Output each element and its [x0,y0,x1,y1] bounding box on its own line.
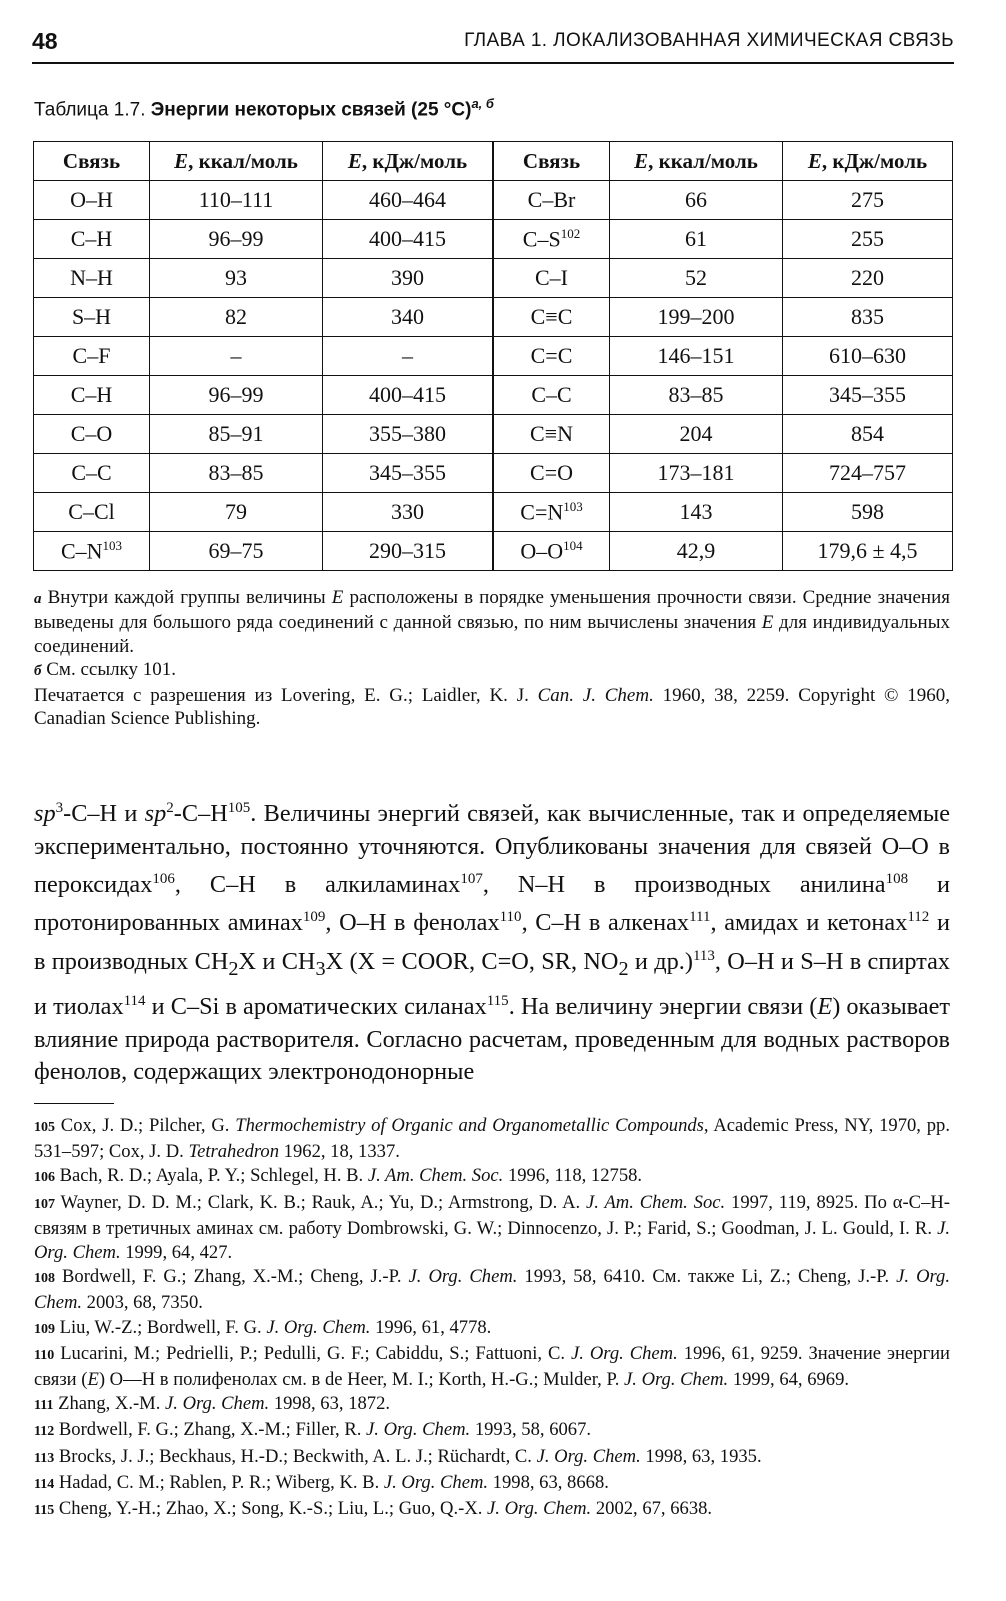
bond-cell [34,493,150,532]
kcal-cell: 204 [610,415,783,454]
kcal-cell: 96–99 [150,376,323,415]
text: 1998, 63, 1935. [640,1445,762,1467]
text: . Величины энергий связей, как вычисленные, так и определяемые экспериментально, постоянно уточняются. Опубликованы значения для связей O–O в пероксидах [34,800,950,898]
table-row [494,298,953,337]
energy-symbol: E [761,612,774,634]
footnote-113 [34,1445,950,1471]
bond-ref-number: 102 [560,225,581,241]
bond-label: C–I [535,265,568,290]
text: Wayner, D. D. M.; Clark, K. B.; Rauk, A.; Yu, D.; Armstrong, D. A. [55,1191,587,1213]
ref-marker: 114 [123,993,146,1010]
body-paragraph [34,792,950,1089]
kcal-cell: 110–111 [150,181,323,220]
bond-cell [494,532,610,571]
kj-cell: 460–464 [323,181,493,220]
kj-cell: 220 [783,259,953,298]
ref-marker: 106 [152,870,175,887]
footnote-number: 114 [34,1476,55,1492]
table-row [34,298,493,337]
col-header-kcal [150,142,323,181]
running-header [32,26,954,64]
subscript: 3 [315,957,326,980]
book-title: Thermochemistry of Organic and Organometallic Compounds [235,1115,704,1136]
bond-cell [494,337,610,376]
text: Zhang, X.-M. [53,1393,166,1415]
table-row [34,454,493,493]
bond-cell [494,259,610,298]
text: 1999, 64, 427. [120,1242,233,1264]
text: , O–H в фенолах [325,909,500,937]
table-row [494,493,953,532]
bond-cell [34,415,150,454]
bond-cell [34,337,150,376]
table-header-row [494,142,953,181]
kj-cell: 255 [783,220,953,259]
kcal-cell: 173–181 [610,454,783,493]
kj-cell: 400–415 [323,376,493,415]
text: -C–H и [63,800,145,828]
table-notes [34,586,950,730]
superscript: 2 [166,800,174,816]
bond-cell [494,376,610,415]
kj-cell: 340 [323,298,493,337]
note-text: См. ссылку 101. [41,659,177,681]
kcal-cell: 96–99 [150,220,323,259]
note-b [34,658,950,683]
footnote-number: 110 [34,1347,55,1363]
kj-cell: – [323,337,493,376]
energy-symbol: E [817,993,833,1021]
bond-cell [494,415,610,454]
journal-name: J. Am. Chem. Soc. [586,1191,726,1213]
ref-marker: 115 [486,993,509,1010]
kcal-unit: , ккал/моль [188,148,298,173]
journal-name: J. Org. Chem. [266,1316,371,1338]
col-header-kj [323,142,493,181]
journal-name: J. Org. Chem. [487,1498,592,1520]
text: , N–H в производных анилина [482,871,886,898]
bond-cell [34,220,150,259]
bond-cell [494,454,610,493]
text: X и CH [238,948,316,975]
journal-name: Can. J. Chem. [537,684,654,706]
bond-label: C–C [531,382,572,407]
journal-name: J. Org. Chem. [408,1266,518,1288]
col-header-kj [783,142,953,181]
kcal-cell: 93 [150,259,323,298]
bond-ref-number: 103 [563,498,583,514]
footnote-111 [34,1392,950,1418]
bond-label: C–N [60,538,103,564]
bond-label: C–C [71,460,112,485]
text: 1998, 63, 8668. [488,1471,609,1493]
table-row [494,376,953,415]
subscript: 2 [618,957,629,980]
text: 1997, 119, 8925. По α-C–H-связям в третичных аминах см. работу Dombrowski, G. W.; Dinnocenzo, J. P.; Farid, S.; Goodman, J. L. Gould, I. R. [34,1191,951,1239]
table-row [34,532,493,571]
text: Bach, R. D.; Ayala, P. Y.; Schlegel, H. B. [55,1165,368,1187]
footnote-number: 109 [34,1321,55,1337]
table-row [494,181,953,220]
footnote-107 [34,1191,950,1266]
text: Lucarini, M.; Pedrielli, P.; Pedulli, G. F.; Cabiddu, S.; Fattuoni, C. [54,1342,571,1364]
hybrid-label: sp [144,800,167,828]
kj-cell: 290–315 [323,532,493,571]
table-row [494,454,953,493]
text: Bordwell, F. G.; Zhang, X.-M.; Filler, R. [54,1419,367,1441]
table-row [34,415,493,454]
text: ) оказывает влияние природа растворителя. Согласно расчетам, проведенным для водных растворов фенолов, содержащих электронодонорные [34,993,951,1086]
text: . На величину энергии связи ( [508,993,818,1021]
energy-symbol: E [331,587,344,608]
bond-label: C=O [530,460,573,485]
bond-label: C≡C [530,304,573,329]
kcal-cell: 199–200 [610,298,783,337]
bond-label: C=N [520,499,564,525]
text: 1993, 58, 6067. [470,1419,592,1441]
kj-unit: , кДж/моль [821,148,928,173]
footnote-number: 106 [34,1170,55,1186]
text: и в производных CH [34,909,950,975]
table-row [494,415,953,454]
note-a-mark: а [34,591,42,607]
bond-cell [34,181,150,220]
bond-label: C–H [70,226,113,251]
bond-cell [34,454,150,493]
kcal-cell: – [150,337,323,376]
footnote-114 [34,1471,950,1497]
kcal-cell: 83–85 [150,454,323,493]
text: 1996, 118, 12758. [503,1165,643,1187]
bond-ref-number: 104 [563,537,583,553]
footnote-number: 115 [34,1503,55,1519]
footnote-112 [34,1418,950,1444]
energy-symbol: E [634,148,649,173]
text: -C–H [173,800,228,828]
footnote-number: 113 [34,1450,55,1466]
bond-label: O–H [70,187,113,212]
text: , Academic Press, NY, 1970, pp. 531–597; Cox, J. D. [34,1115,951,1163]
bond-cell [34,298,150,337]
kcal-cell: 83–85 [610,376,783,415]
kcal-unit: , ккал/моль [648,148,758,173]
bond-label: C–O [70,421,113,446]
ref-marker: 110 [499,909,522,926]
journal-name: J. Org. Chem. [383,1471,489,1493]
journal-name: J. Org. Chem. [34,1217,950,1264]
journal-name: J. Org. Chem. [165,1393,270,1415]
ref-marker: 111 [689,909,711,926]
table-row [34,181,493,220]
bond-label: C–Br [527,187,576,212]
kj-cell: 330 [323,493,493,532]
kcal-cell: 79 [150,493,323,532]
superscript: 3 [55,800,64,816]
text: и др.) [628,948,693,975]
kj-cell: 179,6 ± 4,5 [783,532,953,571]
bond-cell [494,220,610,259]
bond-label: C–Cl [68,499,115,524]
body-text [34,792,950,1089]
kj-cell: 854 [783,415,953,454]
journal-name: J. Org. Chem. [624,1369,729,1391]
bond-cell [494,298,610,337]
table-caption [34,96,494,121]
ref-marker: 113 [692,947,715,964]
footnote-number: 107 [34,1196,55,1212]
journal-name: J. Am. Chem. Soc. [367,1165,504,1187]
text: Cox, J. D.; Pilcher, G. [55,1115,236,1136]
bond-cell [34,376,150,415]
kj-cell: 355–380 [323,415,493,454]
page-number: 48 [32,28,58,54]
table-row [494,220,953,259]
table-row [494,532,953,571]
footnote-number: 112 [34,1424,55,1440]
footnote-number: 105 [34,1120,55,1135]
text: X (X = COOR, C=O, SR, NO [325,948,619,975]
kcal-cell: 66 [610,181,783,220]
bond-label: C–F [72,343,111,368]
energy-symbol: E [347,148,362,173]
footnote-108 [34,1265,950,1315]
footnote-number: 108 [34,1271,55,1287]
table-row [494,337,953,376]
kj-cell: 835 [783,298,953,337]
text: Cheng, Y.-H.; Zhao, X.; Song, K.-S.; Liu, L.; Guo, Q.-X. [54,1498,488,1520]
hybrid-label: sp [34,800,56,828]
bond-energy-table-left [33,141,493,571]
text: 2002, 67, 6638. [591,1498,713,1520]
table-caption-marks: а, б [471,96,494,111]
text: Hadad, C. M.; Rablen, P. R.; Wiberg, K. B. [54,1471,384,1493]
kcal-cell: 42,9 [610,532,783,571]
kcal-cell: 143 [610,493,783,532]
text: 2003, 68, 7350. [82,1292,203,1314]
note-text: для индивидуальных соединений. [34,612,950,657]
ref-marker: 109 [302,909,326,926]
text: 1996, 61, 9259. Значение энергии связи ( [34,1342,950,1391]
col-header-kcal [610,142,783,181]
kj-cell: 610–630 [783,337,953,376]
text: , O–H и S–H в спиртах и тиолах [34,948,951,1021]
table-row [494,259,953,298]
table-header-row [34,142,493,181]
bond-label: C–S [522,226,561,252]
note-text: 1960, 38, 2259. Copyright © 1960, Canadian Science Publishing. [34,684,950,730]
kcal-cell: 52 [610,259,783,298]
kcal-cell: 85–91 [150,415,323,454]
ref-marker: 107 [460,870,483,887]
bond-label: S–H [71,304,112,329]
ref-marker: 108 [885,870,909,887]
table-row [34,259,493,298]
text: и C–Si в ароматических силанах [145,993,487,1021]
bond-label: N–H [70,265,113,290]
bond-energy-table-right [493,141,953,571]
text: , C–H в алкенах [521,909,690,937]
journal-name: J. Org. Chem. [34,1266,950,1314]
text: Brocks, J. J.; Beckhaus, H.-D.; Beckwith, A. L. J.; Rüchardt, C. [54,1445,537,1467]
kcal-cell: 146–151 [610,337,783,376]
journal-name: J. Org. Chem. [536,1445,641,1467]
footnote-110 [34,1342,950,1392]
kcal-cell: 61 [610,220,783,259]
footnote-109 [34,1316,950,1342]
footnote-115 [34,1497,950,1523]
table-caption-title: Энергии некоторых связей (25 °C) [150,99,472,121]
kj-cell: 275 [783,181,953,220]
col-header-bond: Связь [34,142,150,181]
bond-label: C=C [530,343,573,368]
journal-name: J. Org. Chem. [570,1342,678,1364]
text: 1996, 61, 4778. [370,1316,492,1338]
energy-symbol: E [807,148,822,173]
text: 1998, 63, 1872. [269,1393,391,1415]
footnote-number: 111 [34,1398,54,1414]
footnote-106 [34,1164,950,1190]
text: , амидах и кетонах [710,909,908,937]
kj-cell: 345–355 [783,376,953,415]
kj-cell: 345–355 [323,454,493,493]
bond-label: C≡N [530,421,573,446]
table-row [34,337,493,376]
text: и протонированных аминах [34,871,951,937]
footnotes [34,1114,950,1523]
kj-unit: , кДж/моль [361,148,468,173]
bond-cell [34,259,150,298]
ref-marker: 105 [227,800,251,816]
note-b-mark: б [34,663,42,680]
bond-cell [34,532,150,571]
table-row [34,376,493,415]
bond-label: C–H [70,382,113,407]
note-text: Печатается с разрешения из Lovering, E. G.; Laidler, K. J. [34,684,538,706]
table-row [34,493,493,532]
permission-note [34,684,950,731]
text: 1993, 58, 6410. См. также Li, Z.; Cheng, J.-P. [517,1266,897,1288]
running-title: ГЛАВА 1. ЛОКАЛИЗОВАННАЯ ХИМИЧЕСКАЯ СВЯЗЬ [464,30,954,51]
table-row [34,220,493,259]
bond-label: O–O [520,538,564,564]
text: ) O—H в полифенолах см. в de Heer, M. I.; Korth, H.-G.; Mulder, P. [98,1369,625,1391]
text: Bordwell, F. G.; Zhang, X.-M.; Cheng, J.-P. [55,1266,409,1288]
text: Liu, W.-Z.; Bordwell, F. G. [55,1316,267,1338]
energy-symbol: E [87,1369,99,1391]
kj-cell: 400–415 [323,220,493,259]
bond-cell [494,181,610,220]
text: 1962, 18, 1337. [279,1141,400,1163]
kj-cell: 598 [783,493,953,532]
footnote-105 [34,1114,950,1164]
note-text: расположены в порядке уменьшения прочности связи. Средние значения выведены для большого ряда соединений с данной связью, по ним вычислены значения [34,587,950,634]
energy-symbol: E [174,148,189,173]
kcal-cell: 82 [150,298,323,337]
footnote-divider [34,1103,114,1104]
kj-cell: 390 [323,259,493,298]
text: , C–H в алкиламинах [174,871,461,898]
kcal-cell: 69–75 [150,532,323,571]
kj-cell: 724–757 [783,454,953,493]
journal-name: Tetrahedron [188,1141,280,1163]
note-a [34,586,950,658]
journal-name: J. Org. Chem. [366,1419,471,1441]
subscript: 2 [228,957,239,980]
col-header-bond: Связь [494,142,610,181]
ref-marker: 112 [907,909,930,926]
bond-cell [494,493,610,532]
table-caption-label: Таблица 1.7. [34,99,146,121]
note-text: Внутри каждой группы величины [41,587,332,608]
bond-ref-number: 103 [102,537,123,553]
text: 1999, 64, 6969. [728,1369,850,1391]
